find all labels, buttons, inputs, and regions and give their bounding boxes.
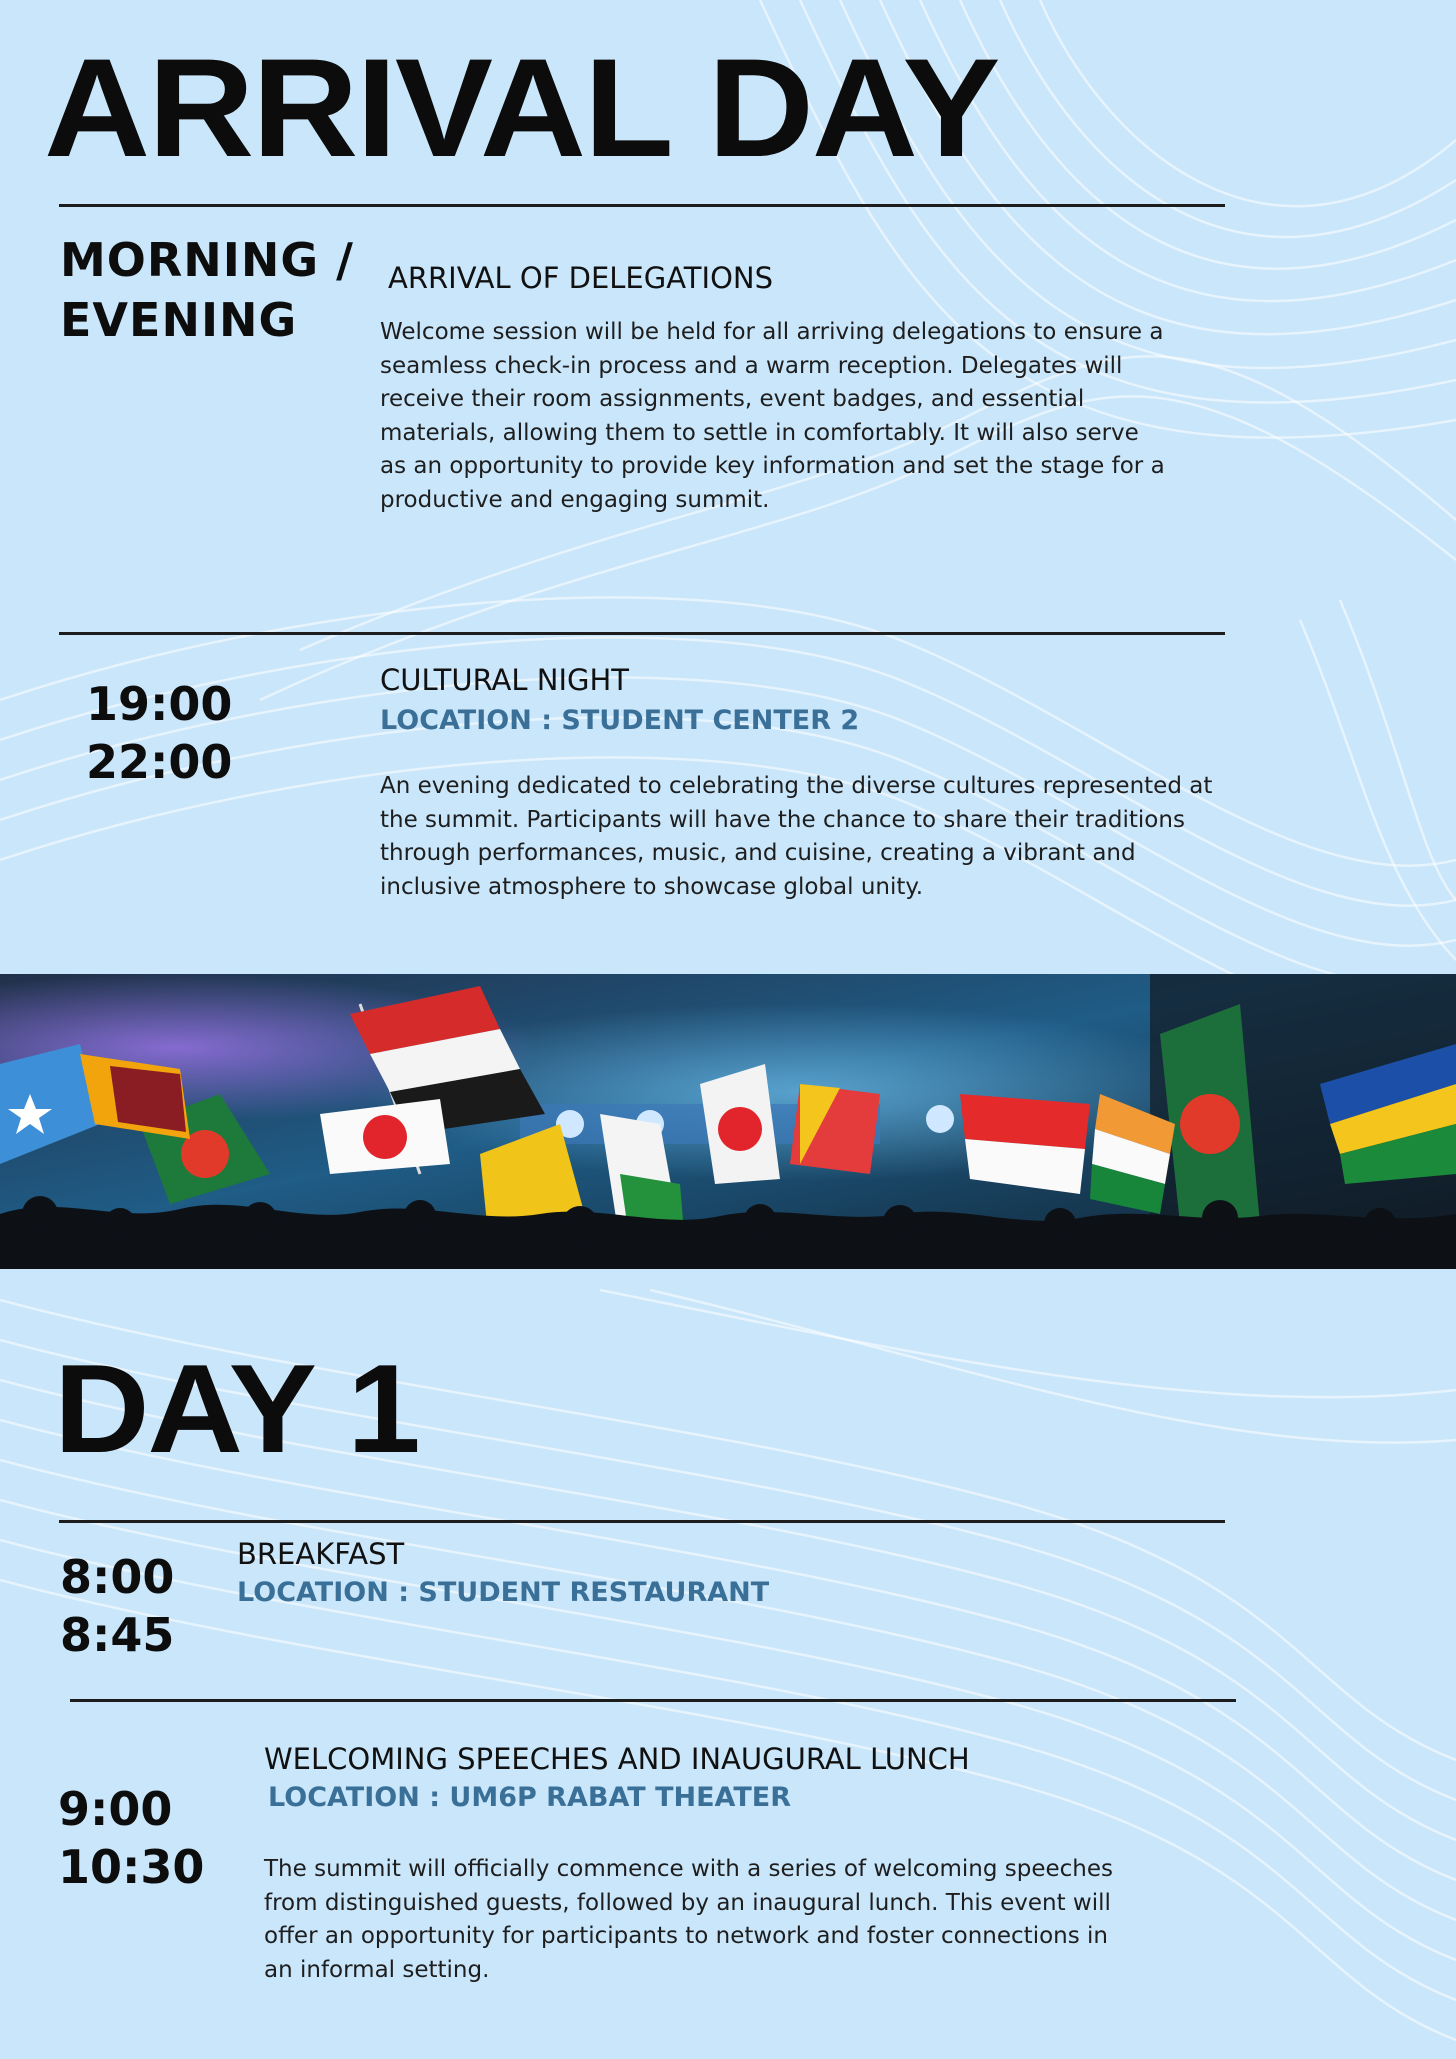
flag-seychelles [790,1084,880,1174]
event-location: LOCATION : STUDENT RESTAURANT [237,1577,770,1608]
divider [59,204,1225,207]
event-welcoming-speeches [264,1741,1164,1987]
event-end-time: 10:30 [58,1840,205,1894]
event-title: WELCOMING SPEECHES AND INAUGURAL LUNCH [264,1742,970,1776]
event-time [60,1548,174,1664]
event-title: ARRIVAL OF DELEGATIONS [388,261,774,295]
time-slot-label-line1: MORNING / [60,233,354,287]
event-time [58,1780,204,1896]
event-location: LOCATION : UM6P RABAT THEATER [268,1782,791,1813]
event-description: The summit will officially commence with a series of welcoming speeches from distinguished guests, followed by an inaugural lunch. This event will offer an opportunity for participants to network and foster connections in an informal setting. [264,1856,1113,1983]
arrival-day-title: ARRIVAL DAY [44,29,999,186]
event-end-time: 8:45 [60,1608,175,1662]
time-slot-label [60,230,360,350]
event-title: CULTURAL NIGHT [380,663,630,697]
event-description: Welcome session will be held for all arriving delegations to ensure a seamless check-in process and a warm reception. Delegates will receive their room assignments, event badges, and essential materials, allowing them to settle in comfortably. It will also serve as an opportunity to provide key information and set the stage for a productive and engaging summit. [380,319,1165,513]
divider [70,1699,1236,1702]
event-location: LOCATION : STUDENT CENTER 2 [380,705,860,736]
event-breakfast [237,1536,1137,1610]
flags-crowd-illustration [0,974,1456,1269]
event-start-time: 19:00 [86,677,233,731]
flag-indonesia [960,1094,1090,1194]
divider [59,632,1225,635]
event-time [86,675,232,791]
event-arrival-of-delegations [380,260,1180,518]
event-description: An evening dedicated to celebrating the diverse cultures represented at the summit. Participants will have the chance to share their traditions through performances, music, and cuisine, creating a vibrant and inclusive atmosphere to showcase global unity. [380,773,1213,900]
event-cultural-night [380,662,1220,904]
event-title: BREAKFAST [237,1537,405,1571]
divider [59,1520,1225,1523]
event-start-time: 9:00 [58,1782,173,1836]
time-slot-label-line2: EVENING [60,293,298,347]
event-end-time: 22:00 [86,735,233,789]
cultural-night-photo [0,974,1456,1269]
event-start-time: 8:00 [60,1550,175,1604]
day-1-title: DAY 1 [54,1338,419,1479]
